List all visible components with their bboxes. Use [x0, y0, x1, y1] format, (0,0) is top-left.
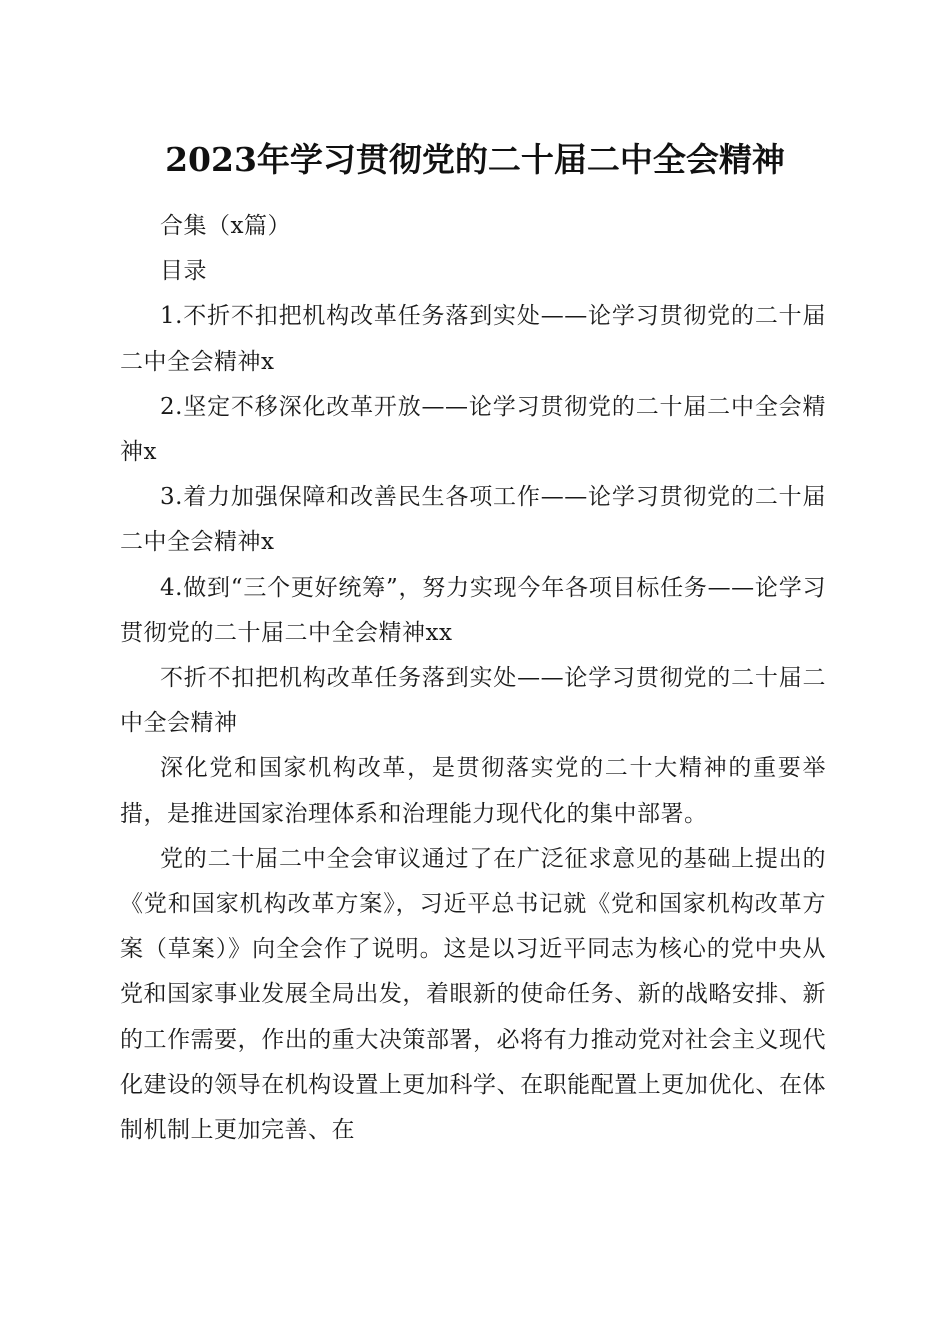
- document-body: [120, 204, 826, 1153]
- document-title: 2023年学习贯彻党的二十届二中全会精神: [165, 140, 785, 179]
- article-title: 不折不扣把机构改革任务落到实处——论学习贯彻党的二十届二中全会精神: [120, 665, 826, 737]
- paragraph: 深化党和国家机构改革，是贯彻落实党的二十大精神的重要举措，是推进国家治理体系和治理能力现代化的集中部署。: [120, 755, 826, 827]
- toc-item: 4.做到“三个更好统筹”，努力实现今年各项目标任务——论学习贯彻党的二十届二中全会精神xx: [120, 574, 826, 646]
- collection-note: 合集（x篇）: [160, 213, 291, 239]
- toc-heading: 目录: [160, 258, 207, 285]
- toc-item: 2.坚定不移深化改革开放——论学习贯彻党的二十届二中全会精神x: [120, 393, 826, 466]
- paragraph: 党的二十届二中全会审议通过了在广泛征求意见的基础上提出的《党和国家机构改革方案》，习近平总书记就《党和国家机构改革方案（草案）》向全会作了说明。这是以习近平同志为核心的党中央从党和国家事业发展全局出发，着眼新的使命任务、新的战略安排、新的工作需要，作出的重大决策部署，必将有力推动党对社会主义现代化建设的领导在机构设置上更加科学、在职能配置上更加优化、在体制机制上更加完善、在: [120, 845, 826, 1144]
- toc-item: 1.不折不扣把机构改革任务落到实处——论学习贯彻党的二十届二中全会精神x: [120, 303, 826, 375]
- toc-item: 3.着力加强保障和改善民生各项工作——论学习贯彻党的二十届二中全会精神x: [120, 484, 826, 556]
